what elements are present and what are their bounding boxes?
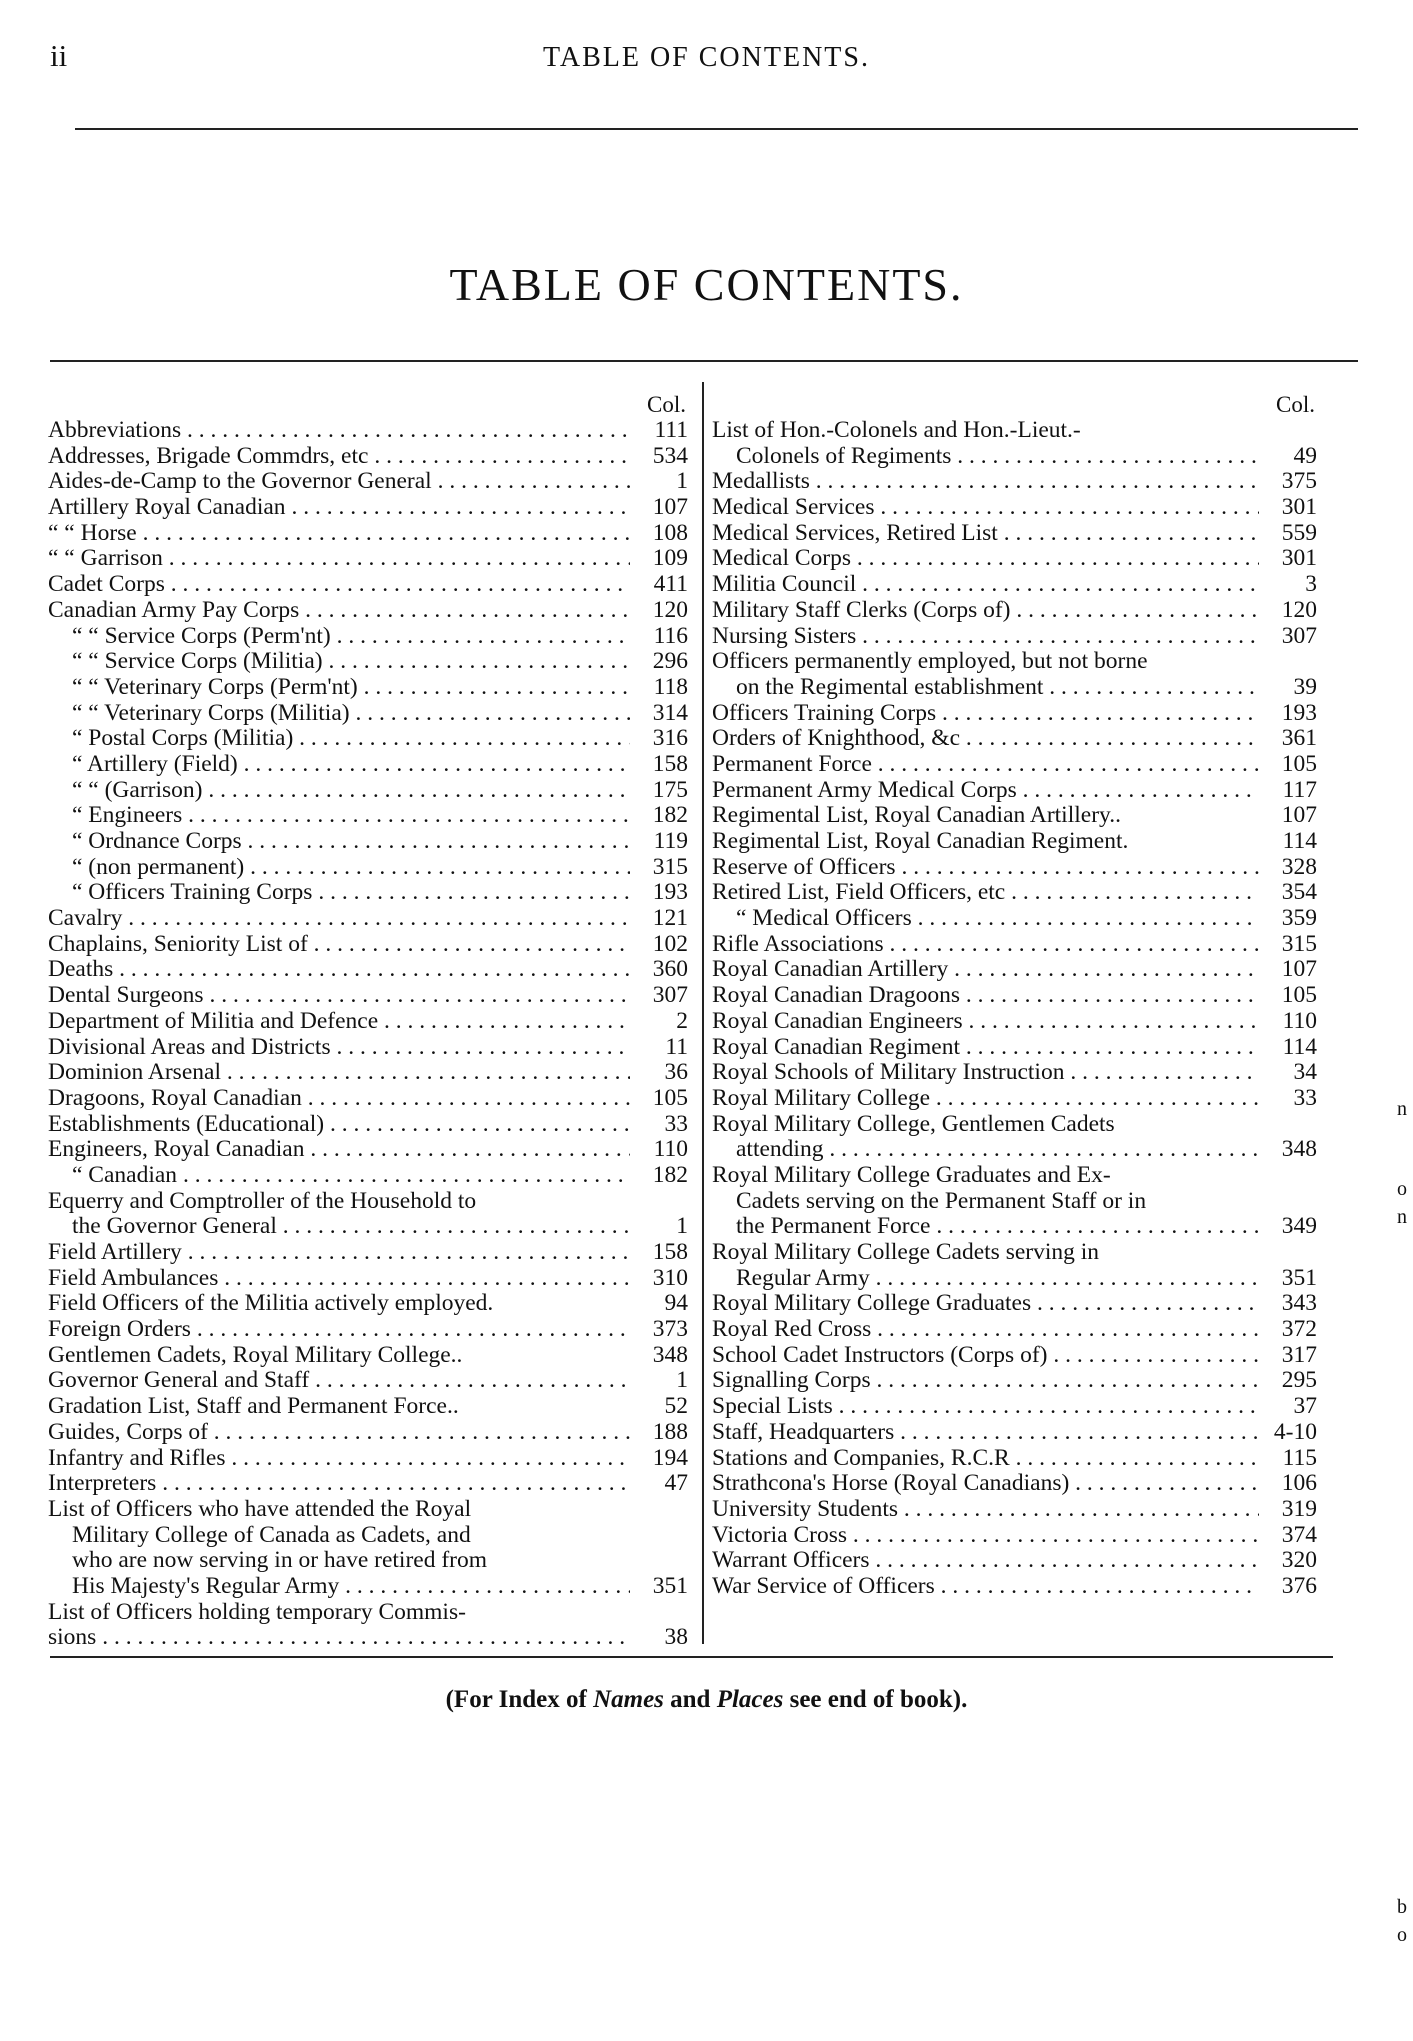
toc-entry-col: 158 <box>652 1239 688 1265</box>
title-rule <box>50 360 1358 362</box>
col-label-right: Col. <box>1276 392 1315 417</box>
edge-mark: n <box>1397 1098 1407 1120</box>
toc-entry <box>48 675 688 701</box>
toc-entry <box>48 1086 688 1112</box>
index-note-names: Names <box>593 1686 664 1713</box>
toc-entry <box>48 1214 688 1240</box>
toc-entry-label: Rifle Associations . . . <box>712 932 1259 958</box>
toc-entry-col: 49 <box>1293 442 1317 469</box>
toc-entry <box>712 932 1317 958</box>
toc-entry-label: sions . . . <box>48 1625 630 1651</box>
toc-entry-col: 315 <box>1281 930 1317 957</box>
toc-entry <box>712 803 1317 829</box>
toc-entry <box>712 855 1317 881</box>
toc-entry-label: Royal Red Cross . . . <box>712 1317 1259 1343</box>
toc-entry <box>48 1035 688 1061</box>
toc-entry-label: on the Regimental establishment . . . <box>712 675 1259 701</box>
toc-entry <box>712 1548 1317 1574</box>
toc-entry-col: 372 <box>1281 1316 1317 1343</box>
toc-entry-col: 376 <box>1281 1572 1317 1599</box>
toc-entry <box>712 829 1317 855</box>
toc-entry-label: “ Officers Training Corps . . . <box>48 880 630 906</box>
toc-entry-label: “ Engineers . . . <box>48 803 630 829</box>
toc-entry-label: Infantry and Rifles . . . <box>48 1446 630 1472</box>
toc-entry <box>48 1394 688 1420</box>
toc-entry-col: 107 <box>1281 956 1317 983</box>
toc-entry-col: 120 <box>1281 596 1317 623</box>
toc-entry <box>712 418 1317 444</box>
toc-entry-label: List of Hon.-Colonels and Hon.-Lieut.- <box>712 418 1081 443</box>
toc-entry-label: Regular Army . . . <box>712 1266 1259 1292</box>
toc-entry-col: 348 <box>1281 1136 1317 1163</box>
toc-entry <box>48 701 688 727</box>
toc-entry-col: 301 <box>1281 545 1317 572</box>
toc-entry <box>48 1497 688 1523</box>
toc-entry-label: Medical Services, Retired List . . . <box>712 521 1259 547</box>
edge-mark: o <box>1397 1924 1407 1946</box>
toc-entry <box>48 752 688 778</box>
toc-entry <box>48 546 688 572</box>
toc-entry-col: 307 <box>1281 622 1317 649</box>
toc-entry-col: 374 <box>1281 1521 1317 1548</box>
toc-entry-col: 188 <box>652 1418 688 1445</box>
toc-entry <box>712 1574 1317 1600</box>
bottom-rule <box>50 1656 1333 1658</box>
toc-entry-col: 47 <box>664 1470 688 1497</box>
toc-entry-col: 559 <box>1281 519 1317 546</box>
toc-entry-label: “ Medical Officers . . . <box>712 906 1259 932</box>
toc-entry-col: 373 <box>652 1316 688 1343</box>
toc-entry <box>712 1163 1317 1189</box>
toc-entry-label: Chaplains, Seniority List of . . . <box>48 932 630 958</box>
toc-entry-label: Reserve of Officers . . . <box>712 855 1259 881</box>
toc-entry-label: Interpreters . . . <box>48 1471 630 1497</box>
column-divider <box>702 382 704 1644</box>
toc-entry <box>48 1317 688 1343</box>
toc-entry <box>48 1548 688 1574</box>
index-note-places: Places <box>716 1686 784 1713</box>
toc-entry-label: List of Officers holding temporary Commis- <box>48 1599 466 1625</box>
toc-entry-col: 349 <box>1281 1213 1317 1240</box>
toc-entry-label: “ (non permanent) . . . <box>48 855 630 881</box>
toc-entry-label: attending . . . <box>712 1137 1259 1163</box>
toc-entry <box>712 572 1317 598</box>
page-title: TABLE OF CONTENTS. <box>449 259 964 310</box>
toc-entry <box>48 829 688 855</box>
index-note-suffix: see end of book). <box>783 1686 968 1713</box>
toc-entry-col: 118 <box>653 673 688 700</box>
toc-entry <box>48 1240 688 1266</box>
toc-entry <box>712 1343 1317 1369</box>
toc-entry-label: “ “ Service Corps (Militia) . . . <box>48 649 630 675</box>
toc-entry <box>48 1163 688 1189</box>
toc-entry-label: List of Officers who have attended the Royal <box>48 1496 472 1522</box>
toc-entry-label: Royal Canadian Engineers . . . <box>712 1009 1259 1035</box>
toc-entry-col: 193 <box>652 879 688 906</box>
toc-entry-label: Cadets serving on the Permanent Staff or in <box>736 1188 1147 1214</box>
toc-entry <box>48 521 688 547</box>
toc-entry-label: the Governor General . . . <box>48 1214 630 1240</box>
toc-entry <box>712 1214 1317 1240</box>
toc-entry-col: 3 <box>1305 571 1317 598</box>
toc-entry-col: 33 <box>664 1110 688 1137</box>
toc-entry-col: 114 <box>1282 1033 1317 1060</box>
toc-entry <box>48 1137 688 1163</box>
toc-entry-label: “ Ordnance Corps . . . <box>48 829 630 855</box>
right-entry-list <box>712 418 1317 1600</box>
toc-entry-label: Foreign Orders . . . <box>48 1317 630 1343</box>
toc-entry-label: Dominion Arsenal . . . <box>48 1060 630 1086</box>
toc-entry-label: Canadian Army Pay Corps . . . <box>48 598 630 624</box>
toc-entry-label: “ “ Service Corps (Perm'nt) . . . <box>48 624 630 650</box>
toc-entry <box>712 469 1317 495</box>
toc-entry-label: Officers permanently employed, but not borne <box>712 649 1148 675</box>
toc-entry-label: Military Staff Clerks (Corps of) . . . <box>712 598 1259 624</box>
toc-entry <box>48 1420 688 1446</box>
running-head <box>40 38 1373 78</box>
toc-entry-col: 193 <box>1281 699 1317 726</box>
toc-entry-col: 375 <box>1281 468 1317 495</box>
col-label-left: Col. <box>647 392 686 417</box>
toc-entry-label: Royal Canadian Artillery . . . <box>712 957 1259 983</box>
toc-entry-col: 36 <box>664 1059 688 1086</box>
toc-entry-label: Cadet Corps . . . <box>48 572 630 598</box>
toc-entry-label: “ “ Horse . . . <box>48 521 630 547</box>
toc-entry-label: His Majesty's Regular Army . . . <box>48 1574 630 1600</box>
toc-entry-col: 359 <box>1281 905 1317 932</box>
toc-entry <box>712 1266 1317 1292</box>
toc-entry-label: who are now serving in or have retired from <box>72 1548 488 1574</box>
toc-entry <box>712 1446 1317 1472</box>
toc-entry <box>712 1394 1317 1420</box>
toc-entry-col: 343 <box>1281 1290 1317 1317</box>
edge-mark: n <box>1397 1206 1407 1228</box>
toc-entry <box>712 1137 1317 1163</box>
toc-entry <box>48 726 688 752</box>
header-rule <box>75 128 1358 130</box>
toc-entry-col: 102 <box>652 930 688 957</box>
edge-mark: o <box>1397 1178 1407 1200</box>
toc-entry <box>48 649 688 675</box>
toc-entry-col: 328 <box>1281 853 1317 880</box>
index-note-and: and <box>663 1686 717 1713</box>
toc-entry-label: Signalling Corps . . . <box>712 1368 1259 1394</box>
toc-entry <box>48 1368 688 1394</box>
toc-entry <box>712 1420 1317 1446</box>
toc-entry-label: Medallists . . . <box>712 469 1259 495</box>
toc-entry-label: Department of Militia and Defence . . . <box>48 1009 630 1035</box>
toc-entry <box>712 778 1317 804</box>
toc-entry-col: 411 <box>653 571 688 598</box>
toc-entry-col: 110 <box>653 1136 688 1163</box>
running-title: TABLE OF CONTENTS. <box>543 42 870 73</box>
toc-entry <box>48 1343 688 1369</box>
toc-entry <box>712 546 1317 572</box>
toc-entry-label: Gradation List, Staff and Permanent Force.. <box>48 1394 459 1420</box>
toc-entry-col: 301 <box>1281 494 1317 521</box>
toc-entry-col: 295 <box>1281 1367 1317 1394</box>
toc-entry-label: Regimental List, Royal Canadian Regiment. <box>712 829 1129 854</box>
toc-entry <box>712 752 1317 778</box>
toc-entry <box>712 1086 1317 1112</box>
toc-entry <box>48 444 688 470</box>
toc-entry <box>712 521 1317 547</box>
toc-entry-col: 107 <box>1281 802 1317 829</box>
toc-entry <box>48 1009 688 1035</box>
toc-entry-col: 351 <box>652 1572 688 1599</box>
toc-entry-col: 115 <box>1282 1444 1317 1471</box>
toc-entry-col: 158 <box>652 750 688 777</box>
toc-entry-label: Aides-de-Camp to the Governor General . . . <box>48 469 630 495</box>
toc-entry <box>48 1112 688 1138</box>
toc-entry-col: 354 <box>1281 879 1317 906</box>
toc-entry-col: 360 <box>652 956 688 983</box>
toc-entry <box>712 701 1317 727</box>
toc-entry <box>712 1240 1317 1266</box>
toc-entry-col: 37 <box>1293 1393 1317 1420</box>
toc-entry <box>712 649 1317 675</box>
edge-mark: b <box>1397 1896 1407 1918</box>
toc-entry-col: 310 <box>652 1264 688 1291</box>
toc-entry-label: Stations and Companies, R.C.R . . . <box>712 1446 1259 1472</box>
toc-entry-label: Military College of Canada as Cadets, and <box>72 1522 471 1548</box>
toc-entry <box>712 957 1317 983</box>
toc-entry <box>712 1291 1317 1317</box>
toc-entry <box>712 1009 1317 1035</box>
toc-entry <box>48 1060 688 1086</box>
index-note-prefix: (For Index of <box>445 1686 594 1713</box>
toc-entry <box>712 1112 1317 1138</box>
toc-entry-label: “ “ Garrison . . . <box>48 546 630 572</box>
toc-entry-col: 4-10 <box>1273 1418 1317 1445</box>
toc-entry <box>712 1060 1317 1086</box>
toc-entry <box>48 598 688 624</box>
toc-entry-label: Officers Training Corps . . . <box>712 701 1259 727</box>
toc-entry <box>712 1523 1317 1549</box>
toc-entry <box>712 1368 1317 1394</box>
toc-entry-label: Royal Military College Graduates . . . <box>712 1291 1259 1317</box>
toc-entry <box>712 1471 1317 1497</box>
toc-entry <box>712 495 1317 521</box>
toc-entry-col: 194 <box>652 1444 688 1471</box>
toc-entry <box>712 880 1317 906</box>
toc-entry-label: “ “ (Garrison) . . . <box>48 778 630 804</box>
toc-entry-col: 316 <box>652 725 688 752</box>
toc-entry <box>712 1189 1317 1215</box>
toc-entry-label: Regimental List, Royal Canadian Artillery.. <box>712 803 1121 829</box>
toc-entry <box>48 983 688 1009</box>
toc-entry-col: 320 <box>1281 1547 1317 1574</box>
toc-entry-label: Divisional Areas and Districts . . . <box>48 1035 630 1061</box>
toc-entry <box>48 855 688 881</box>
toc-entry <box>48 469 688 495</box>
toc-entry-label: Royal Canadian Dragoons . . . <box>712 983 1259 1009</box>
page-number: ii <box>50 38 68 73</box>
toc-entry <box>48 1446 688 1472</box>
toc-entry-label: Dental Surgeons . . . <box>48 983 630 1009</box>
toc-entry-col: 105 <box>1281 750 1317 777</box>
toc-entry <box>48 957 688 983</box>
toc-entry-label: Establishments (Educational) . . . <box>48 1112 630 1138</box>
toc-entry-col: 33 <box>1293 1084 1317 1111</box>
toc-entry-col: 109 <box>652 545 688 572</box>
toc-entry-col: 1 <box>676 468 688 495</box>
toc-entry-label: Field Artillery . . . <box>48 1240 630 1266</box>
toc-entry-label: Retired List, Field Officers, etc . . . <box>712 880 1259 906</box>
toc-entry <box>48 1625 688 1651</box>
toc-entry-col: 106 <box>1281 1470 1317 1497</box>
toc-entry-label: University Students . . . <box>712 1497 1259 1523</box>
toc-entry <box>712 1497 1317 1523</box>
toc-entry <box>48 624 688 650</box>
toc-entry <box>48 1600 688 1626</box>
toc-entry <box>48 906 688 932</box>
toc-entry-label: Cavalry . . . <box>48 906 630 932</box>
toc-entry-col: 121 <box>652 905 688 932</box>
toc-entry-col: 120 <box>652 596 688 623</box>
toc-entry <box>48 1266 688 1292</box>
toc-entry-col: 117 <box>1282 776 1317 803</box>
toc-entry-label: Field Ambulances . . . <box>48 1266 630 1292</box>
toc-entry-col: 315 <box>652 853 688 880</box>
toc-entry <box>48 572 688 598</box>
toc-entry-label: Royal Military College . . . <box>712 1086 1259 1112</box>
toc-entry-col: 314 <box>652 699 688 726</box>
toc-entry <box>712 983 1317 1009</box>
toc-entry-col: 534 <box>652 442 688 469</box>
toc-entry-label: Permanent Army Medical Corps . . . <box>712 778 1259 804</box>
toc-entry-label: Nursing Sisters . . . <box>712 624 1259 650</box>
toc-entry-label: “ Artillery (Field) . . . <box>48 752 630 778</box>
toc-entry <box>712 624 1317 650</box>
toc-entry <box>712 444 1317 470</box>
toc-entry-col: 34 <box>1293 1059 1317 1086</box>
toc-entry-label: Royal Military College Graduates and Ex- <box>712 1162 1111 1188</box>
toc-entry-col: 1 <box>676 1213 688 1240</box>
toc-entry-col: 1 <box>676 1367 688 1394</box>
toc-entry <box>48 880 688 906</box>
toc-entry <box>48 932 688 958</box>
toc-entry-label: “ Canadian . . . <box>48 1163 630 1189</box>
toc-entry-col: 94 <box>664 1290 688 1317</box>
toc-entry <box>712 675 1317 701</box>
toc-entry-label: “ Postal Corps (Militia) . . . <box>48 726 630 752</box>
toc-entry-label: Equerry and Comptroller of the Household to <box>48 1188 477 1214</box>
toc-entry-label: Royal Military College, Gentlemen Cadets <box>712 1111 1115 1137</box>
toc-entry <box>712 598 1317 624</box>
contents-right-column <box>712 392 1317 1600</box>
toc-entry-label: School Cadet Instructors (Corps of) . . . <box>712 1343 1259 1369</box>
toc-entry-col: 317 <box>1281 1341 1317 1368</box>
toc-entry <box>48 1189 688 1215</box>
toc-entry-col: 105 <box>1281 982 1317 1009</box>
toc-entry-label: Governor General and Staff . . . <box>48 1368 630 1394</box>
toc-entry <box>48 418 688 444</box>
toc-entry-col: 296 <box>652 648 688 675</box>
toc-entry-label: Medical Corps . . . <box>712 546 1259 572</box>
toc-entry-label: Deaths . . . <box>48 957 630 983</box>
toc-entry-col: 105 <box>652 1084 688 1111</box>
toc-entry-label: Engineers, Royal Canadian . . . <box>48 1137 630 1163</box>
toc-entry-label: Addresses, Brigade Commdrs, etc . . . <box>48 444 630 470</box>
toc-entry-label: Royal Military College Cadets serving in <box>712 1240 1100 1265</box>
toc-entry <box>48 1523 688 1549</box>
toc-entry-label: Abbreviations . . . <box>48 418 630 444</box>
toc-entry-label: Gentlemen Cadets, Royal Military College.. <box>48 1342 463 1368</box>
toc-entry-label: Guides, Corps of . . . <box>48 1420 630 1446</box>
toc-entry-col: 361 <box>1281 725 1317 752</box>
index-note <box>0 1686 1413 1714</box>
toc-entry <box>48 778 688 804</box>
toc-entry-col: 107 <box>652 494 688 521</box>
toc-entry-col: 182 <box>652 1161 688 1188</box>
toc-entry-col: 52 <box>664 1393 688 1420</box>
toc-entry-label: Medical Services . . . <box>712 495 1259 521</box>
toc-entry-label: Staff, Headquarters . . . <box>712 1420 1259 1446</box>
contents-left-column <box>48 392 688 1651</box>
toc-entry-col: 2 <box>676 1007 688 1034</box>
toc-entry-col: 319 <box>1281 1495 1317 1522</box>
toc-entry-col: 38 <box>664 1624 688 1651</box>
toc-entry-label: Warrant Officers . . . <box>712 1548 1259 1574</box>
toc-entry-label: Permanent Force . . . <box>712 752 1259 778</box>
toc-entry-label: War Service of Officers . . . <box>712 1574 1259 1600</box>
toc-entry-col: 182 <box>652 802 688 829</box>
toc-entry <box>48 1471 688 1497</box>
toc-entry-label: Royal Schools of Military Instruction . . . <box>712 1060 1259 1086</box>
toc-entry-col: 11 <box>665 1033 688 1060</box>
toc-entry-col: 111 <box>654 417 688 443</box>
toc-entry-label: Militia Council . . . <box>712 572 1259 598</box>
toc-entry <box>712 906 1317 932</box>
toc-entry-col: 348 <box>652 1341 688 1368</box>
toc-entry <box>712 1317 1317 1343</box>
toc-entry <box>48 1291 688 1317</box>
toc-entry-label: Dragoons, Royal Canadian . . . <box>48 1086 630 1112</box>
toc-entry-label: the Permanent Force . . . <box>712 1214 1259 1240</box>
toc-entry <box>712 1035 1317 1061</box>
toc-entry-col: 108 <box>652 519 688 546</box>
left-entry-list <box>48 418 688 1651</box>
toc-entry-col: 114 <box>1282 828 1317 854</box>
toc-entry-label: Strathcona's Horse (Royal Canadians) . . . <box>712 1471 1259 1497</box>
toc-entry-col: 351 <box>1281 1264 1317 1291</box>
toc-entry <box>48 495 688 521</box>
toc-entry-label: Artillery Royal Canadian . . . <box>48 495 630 521</box>
toc-entry <box>48 803 688 829</box>
toc-entry-label: Orders of Knighthood, &c . . . <box>712 726 1259 752</box>
toc-entry-col: 119 <box>653 828 688 854</box>
toc-entry-col: 110 <box>1282 1007 1317 1034</box>
toc-entry-label: “ “ Veterinary Corps (Perm'nt) . . . <box>48 675 630 701</box>
toc-entry-label: Special Lists . . . <box>712 1394 1259 1420</box>
toc-entry-label: Royal Canadian Regiment . . . <box>712 1035 1259 1061</box>
toc-entry-label: “ “ Veterinary Corps (Militia) . . . <box>48 701 630 727</box>
toc-entry-col: 175 <box>652 776 688 803</box>
toc-entry <box>712 726 1317 752</box>
toc-entry-label: Field Officers of the Militia actively employed. <box>48 1291 494 1317</box>
toc-entry-label: Colonels of Regiments . . . <box>712 444 1259 470</box>
toc-entry-col: 116 <box>653 622 688 649</box>
toc-entry-col: 39 <box>1293 673 1317 700</box>
toc-entry-col: 307 <box>652 982 688 1009</box>
toc-entry-label: Victoria Cross . . . <box>712 1523 1259 1549</box>
toc-entry <box>48 1574 688 1600</box>
